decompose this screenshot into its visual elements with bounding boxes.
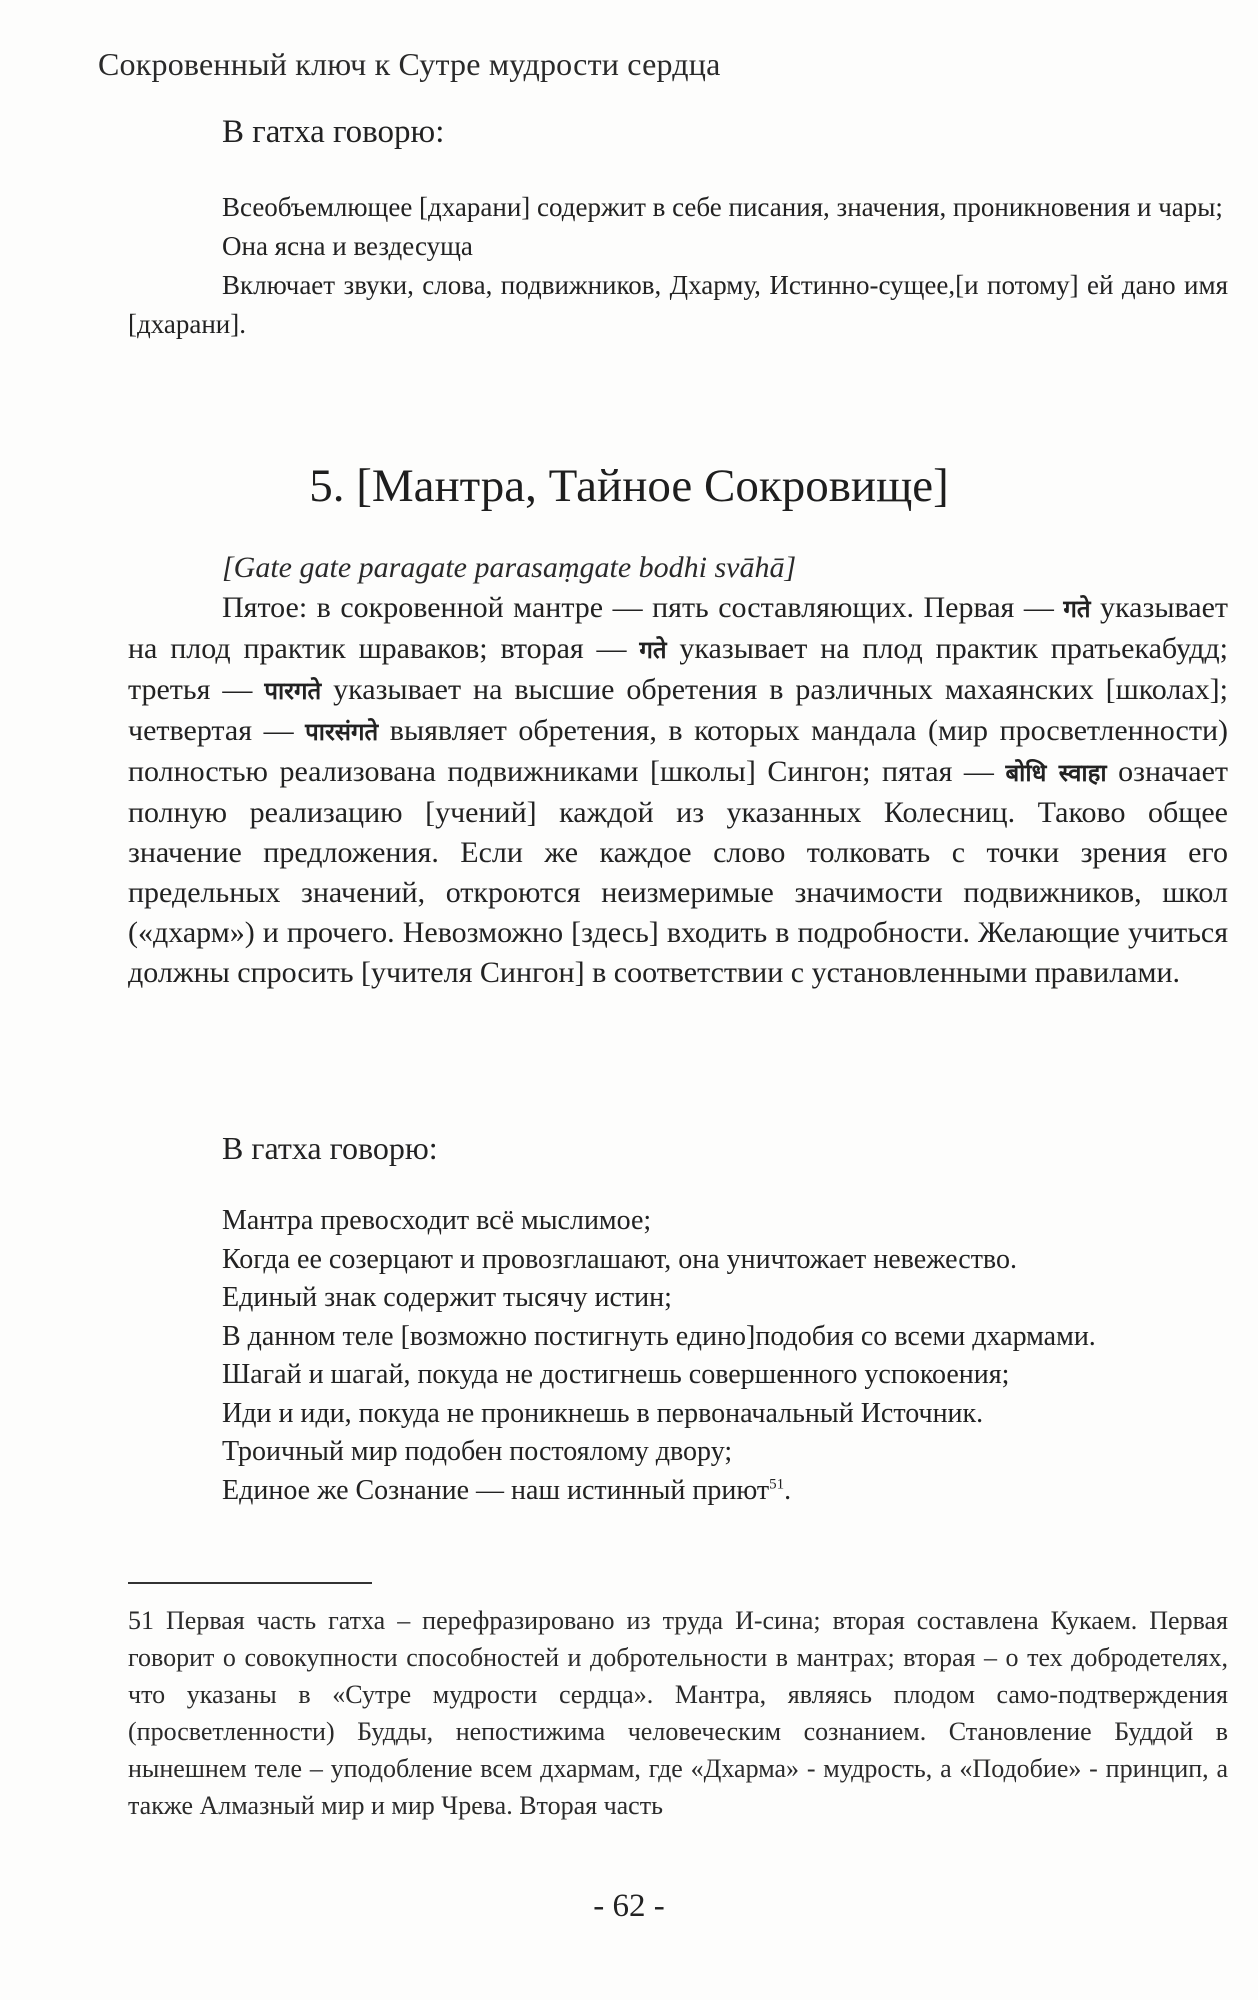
main-paragraph: [128, 588, 1228, 993]
running-title: Сокровенный ключ к Сутре мудрости сердца: [98, 46, 721, 82]
paragraph-body: [128, 588, 1228, 993]
text-segment: указывает на плод практик шраваков; вторая —: [128, 591, 1228, 665]
text-segment: указывает на плод практик пратьекабудд; третья —: [128, 632, 1228, 706]
footnote-text: Первая часть гатха – перефразировано из труда И-сина; вторая составлена Кукаем. Первая говорит о совокупности способностей и добротельности в мантрах; вторая – о тех добродетелях, что указаны в «Сутре мудрости сердца». Мантра, являясь плодом само-подтверждения (просветленности) Будды, непостижима человеческим сознанием. Становление Буддой в нынешнем теле – уподобление всем дхармам, где «Дхарма» - мудрость, а «Подобие» - принцип, а также Алмазный мир и мир Чрева. Вторая часть: [128, 1606, 1229, 1820]
footnote-number: 51: [128, 1606, 154, 1635]
sanskrit-word: गते: [1063, 595, 1091, 623]
section-heading: 5. [Мантра, Тайное Сокровище]: [309, 460, 949, 512]
sanskrit-word: बोधि स्वाहा: [1005, 759, 1107, 787]
verse-top: [128, 188, 1228, 344]
verse-line: Всеобъемлющее [дхарани] содержит в себе писания, значения, проникновения и чары;: [222, 192, 1223, 222]
verse-line: Шагай и шагай, покуда не достигнешь совершенного успокоения;: [222, 1359, 1010, 1390]
sanskrit-word: गते: [639, 636, 667, 664]
verse-line: Мантра превосходит всё мыслимое;: [222, 1205, 652, 1236]
sanskrit-word: पारगते: [264, 677, 322, 705]
text-segment: Пятое: в сокровенной мантре — пять составляющих. Первая —: [222, 591, 1064, 624]
footnote-divider: [128, 1582, 372, 1584]
verse-line: Иди и иди, покуда не проникнешь в первоначальный Источник.: [222, 1397, 984, 1429]
verse-line-text: Единое же Сознание — наш истинный приют: [222, 1474, 770, 1506]
sanskrit-word: पारसंगते: [305, 718, 379, 746]
gatha-intro-bottom: В гатха говорю:: [222, 1130, 438, 1166]
page-number: - 62 -: [593, 1888, 665, 1924]
mantra-transliteration: [Gate gate paragate parasaṃgate bodhi svāhā]: [222, 551, 797, 584]
verse-line: Когда ее созерцают и провозглашают, она уничтожает невежество.: [222, 1243, 1017, 1275]
footnote: [128, 1602, 1228, 1824]
text-segment: выявляет обретения, в которых мандала (мир просветленности) полностью реализована подвижниками [школы] Сингон; пятая —: [128, 714, 1228, 788]
verse-bottom: [128, 1202, 1228, 1510]
verse-line: В данном теле [возможно постигнуть едино]подобия со всеми дхармами.: [222, 1320, 1096, 1352]
verse-line: Единый знак содержит тысячу истин;: [222, 1282, 672, 1313]
verse-line: Она ясна и вездесуща: [222, 231, 473, 261]
gatha-intro-top: В гатха говорю:: [222, 114, 445, 150]
footnote-reference[interactable]: 51: [769, 1476, 785, 1493]
verse-line: Единое же Сознание — наш истинный приют$^{51}$.: [222, 1474, 792, 1506]
verse-line: Троичный мир подобен постоялому двору;: [222, 1436, 733, 1467]
verse-line: Включает звуки, слова, подвижников, Дхарму, Истинно-сущее,[и потому] ей дано имя [дхарани].: [128, 270, 1228, 339]
text-segment: означает полную реализацию [учений] каждой из указанных Колесниц. Таково общее значение предложения. Если же каждое слово толковать с точки зрения его предельных значений, откроются неизмеримые значимости подвижников, школ («дхарм») и прочего. Невозможно [здесь] входить в подробности. Желающие учиться должны спросить [учителя Сингон] в соответствии с установленными правилами.: [128, 755, 1228, 989]
text-segment: указывает на высшие обретения в различных махаянских [школах]; четвертая —: [128, 673, 1229, 747]
